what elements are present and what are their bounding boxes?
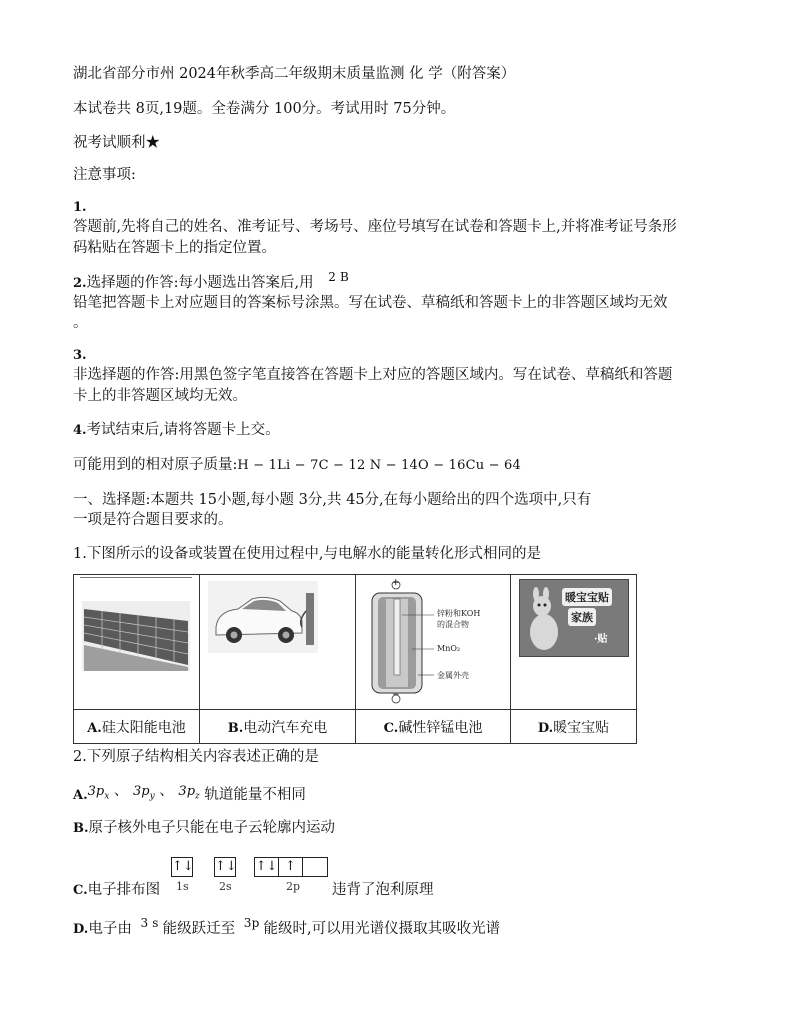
q2-option-d-tail: 能级时,可以用光谱仪摄取其吸收光谱 (263, 921, 501, 937)
warm-pad-family: 家族 (568, 608, 596, 626)
exam-wish: 祝考试顺利★ (73, 135, 160, 151)
q1-option-b-cell (200, 575, 356, 743)
battery-positive-terminal: + (392, 578, 400, 588)
q1-option-a-text: 硅太阳能电池 (101, 720, 186, 736)
q1-option-b-label (200, 717, 355, 737)
q2-option-c-tail: 违背了泡利原理 (332, 882, 434, 898)
q2-d-level-to: 3p (243, 916, 260, 930)
note-1-line-1: 答题前,先将自己的姓名、准考证号、考场号、座位号填写在试卷和答题卡上,并将准考证号条形 (73, 219, 677, 235)
orbital-3px-main: 3p (87, 784, 105, 799)
atomic-masses-formula: H − 1Li − 7C − 12 N − 14O − 16Cu − 64 (237, 458, 522, 473)
q1-option-b-text: 电动汽车充电 (243, 720, 328, 736)
notes-heading: 注意事项: (73, 167, 136, 183)
orbital-3py-sub: y (149, 791, 155, 802)
orbital-3pz-sub: z (195, 791, 200, 802)
battery-negative-terminal: − (392, 690, 400, 700)
q2-option-d-mid: 能级跃迁至 (162, 921, 236, 937)
section1-line-2: 一项是符合题目要求的。 (73, 512, 233, 528)
note-1-line-2: 码粘贴在答题卡上的指定位置。 (73, 240, 276, 256)
note-2-line-2: 铅笔把答题卡上对应题目的答案标号涂黑。写在试卷、草稿纸和答题卡上的非答题区域均无效 (73, 295, 668, 311)
q1-option-a-caption-row (74, 709, 199, 744)
orbital-box-1s (171, 857, 193, 877)
q1-option-b-letter: B. (227, 721, 244, 736)
q1-option-c-caption-row (356, 709, 510, 744)
q1-option-d-label (511, 717, 636, 737)
orbital-2s-arrows: ↑↓ (215, 859, 237, 874)
orbital-3px-sub: x (104, 791, 110, 802)
q1-stem: 1.下图所示的设备或装置在使用过程中,与电解水的能量转化形式相同的是 (73, 546, 541, 562)
note-3-number: 3. (73, 348, 87, 363)
q2-option-a-letter: A. (73, 788, 88, 803)
q1-option-a-label (74, 717, 199, 737)
q1-option-d-caption-row (511, 709, 636, 744)
note-2-line-3: 。 (73, 315, 88, 331)
orbital-1s-arrows: ↑↓ (172, 859, 194, 874)
orbital-box-2s (214, 857, 236, 877)
q1-option-a-letter: A. (87, 721, 102, 736)
q2-option-a (73, 785, 306, 811)
q2-option-d-letter: D. (73, 922, 89, 937)
q2-option-a-tail: 轨道能量不相同 (199, 787, 306, 803)
q1-options-table (73, 574, 637, 744)
orbital-2p-2-arrows: ↑ (279, 858, 303, 876)
q2-option-d-pre: 电子由 (88, 921, 132, 937)
note-1-number: 1. (73, 200, 87, 215)
note-2-pencil-grade: 2 B (328, 270, 350, 284)
q1-option-b-caption-row (200, 709, 355, 744)
q1-option-c-letter: C. (383, 721, 399, 736)
alkaline-battery-diagram (358, 579, 508, 705)
orbital-2p-3-arrows (303, 858, 327, 876)
warm-pad-image (519, 579, 629, 657)
q1-option-d-letter: D. (537, 721, 554, 736)
orbital-3py (133, 784, 155, 802)
orbital-label-2s: 2s (219, 880, 232, 893)
orbital-3pz-main: 3p (178, 784, 196, 799)
q2-option-c-pre: 电子排布图 (87, 882, 161, 898)
battery-label-anode: 锌粉和KOH (437, 609, 481, 618)
note-2-first-text: 选择题的作答:每小题选出答案后,用 (86, 275, 314, 291)
atomic-masses-label: 可能用到的相对原子质量: (73, 457, 238, 473)
q2-option-d (73, 916, 501, 940)
orbital-3px (87, 784, 110, 802)
note-3-line-2: 卡上的非答题区域均无效。 (73, 388, 247, 404)
q1-option-c-cell (356, 575, 511, 743)
orbital-box-2p (254, 857, 328, 877)
warm-pad-title: 暖宝宝贴 (562, 588, 612, 606)
orbital-2p-1-arrows: ↑↓ (255, 859, 278, 874)
battery-label-cathode: MnO₂ (437, 644, 461, 653)
battery-label-shell: 金属外壳 (437, 671, 469, 680)
q1-option-c-text: 碱性锌锰电池 (398, 720, 483, 736)
note-4-number: 4. (73, 423, 87, 438)
divider (80, 577, 192, 578)
note-3-line-1: 非选择题的作答:用黑色签字笔直接答在答题卡上对应的答题区域内。写在试卷、草稿纸和答题 (73, 367, 673, 383)
battery-label-anode-2: 的混合物 (437, 620, 469, 629)
solar-panel-image (82, 601, 190, 671)
orbital-label-1s: 1s (176, 880, 189, 893)
q2-option-c-letter: C. (73, 883, 88, 898)
exam-info: 本试卷共 8页,19题。全卷满分 100分。考试用时 75分钟。 (73, 101, 456, 117)
orbital-3pz (178, 784, 200, 802)
warm-pad-sticker: ·贴 (594, 634, 608, 645)
q2-a-sep-2: 、 (154, 783, 179, 799)
q2-option-b-text: 原子核外电子只能在电子云轮廓内运动 (88, 820, 336, 836)
q1-option-d-cell (511, 575, 636, 743)
note-2-number: 2. (73, 276, 87, 291)
q1-option-c-label (356, 717, 510, 737)
note-2-first-line (73, 270, 350, 294)
q2-d-level-from: 3 s (140, 916, 159, 930)
q2-option-b-letter: B. (73, 821, 89, 836)
q2-option-c (73, 880, 160, 901)
note-4-line (73, 420, 280, 441)
section1-line-1: 一、选择题:本题共 15小题,每小题 3分,共 45分,在每小题给出的四个选项中,只有 (73, 492, 592, 508)
note-4-text: 考试结束后,请将答题卡上交。 (86, 422, 280, 438)
q2-option-b (73, 818, 335, 839)
q1-option-d-text: 暖宝宝贴 (553, 720, 610, 736)
document-title: 湖北省部分市州 2024年秋季高二年级期末质量监测 化 学（附答案） (73, 66, 516, 82)
q2-a-sep-1: 、 (109, 783, 134, 799)
q1-option-a-cell (74, 575, 200, 743)
orbital-label-2p: 2p (286, 880, 301, 893)
orbital-3py-main: 3p (133, 784, 150, 799)
electric-car-charging-image (208, 581, 318, 653)
q2-stem: 2.下列原子结构相关内容表述正确的是 (73, 749, 319, 765)
atomic-masses (73, 455, 521, 476)
